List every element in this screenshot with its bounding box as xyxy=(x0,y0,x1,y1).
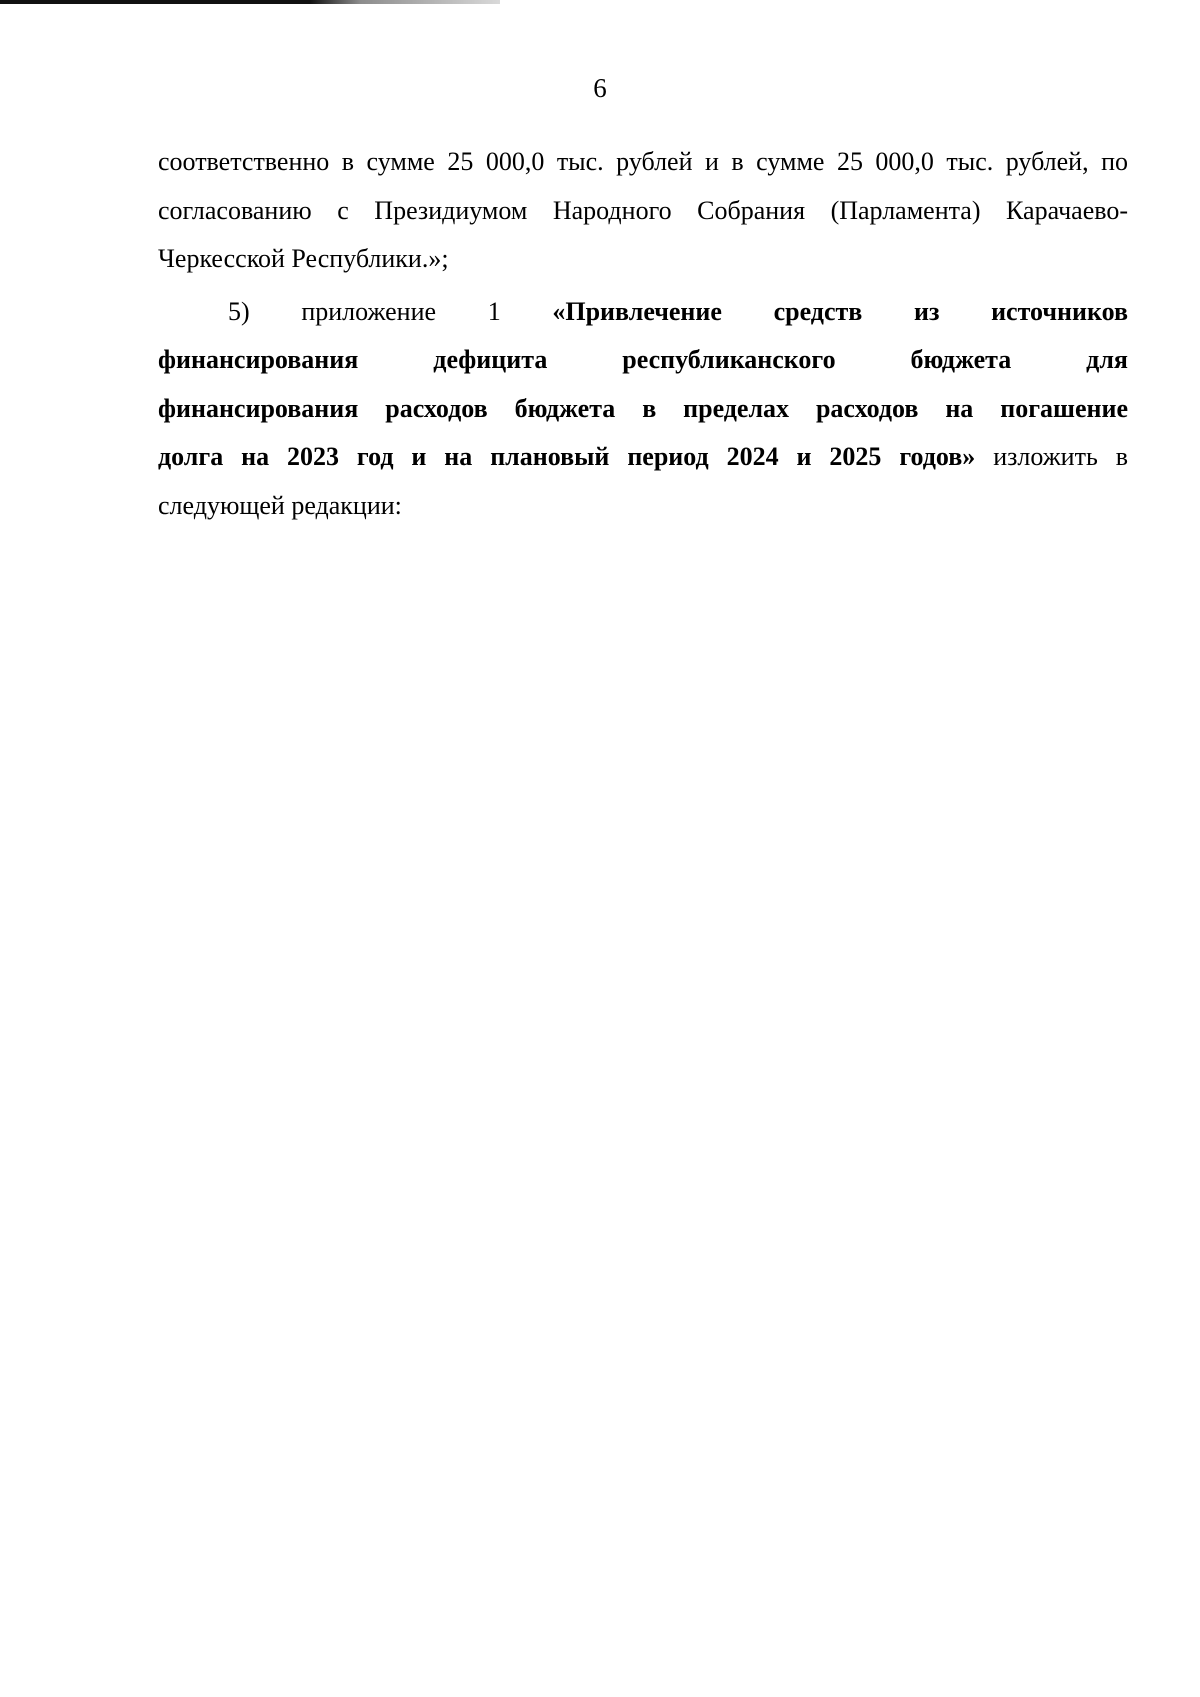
text-line: Черкесской Республики.»; xyxy=(158,244,449,273)
appendix-title-part: финансирования дефицита республиканского бюджета для xyxy=(158,345,1128,374)
appendix-title-part: финансирования расходов бюджета в пределах расходов на погашение xyxy=(158,393,1128,423)
text-line xyxy=(158,288,1128,337)
text-line: соответственно в сумме 25 000,0 тыс. рублей и в сумме 25 000,0 тыс. рублей, по xyxy=(158,147,1128,176)
item-tail-text: изложить в xyxy=(975,442,1128,471)
text-line xyxy=(158,433,1128,482)
text-line: согласованию с Президиумом Народного Собрания (Парламента) Карачаево- xyxy=(158,195,1128,225)
paragraph-item-5 xyxy=(158,288,1128,531)
page-number: 6 xyxy=(593,73,607,103)
scan-edge-line xyxy=(0,0,500,4)
document-body xyxy=(158,138,1128,530)
text-line: следующей редакции: xyxy=(158,490,402,520)
paragraph-continuation xyxy=(158,138,1128,284)
item-lead-text: 5) приложение 1 xyxy=(228,296,553,326)
appendix-title-part: долга на 2023 год и на плановый период 2024 и 2025 годов» xyxy=(158,442,976,471)
appendix-title-part: «Привлечение средств из источников xyxy=(552,296,1129,326)
